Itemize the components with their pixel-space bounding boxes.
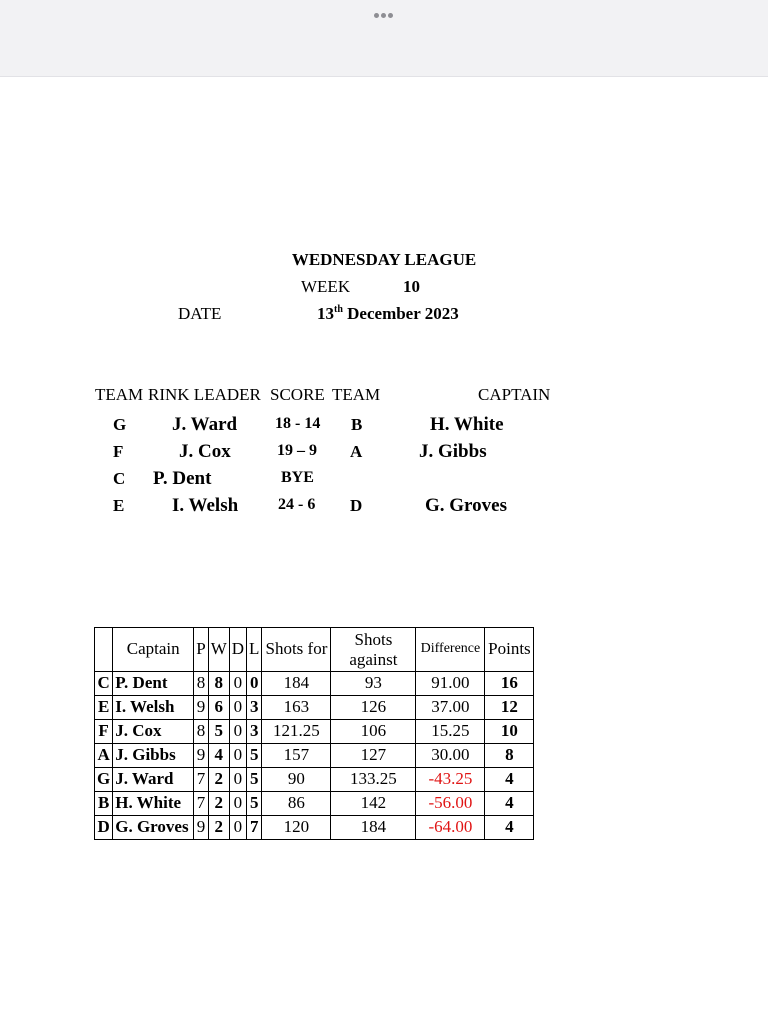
header-won: W	[208, 628, 229, 672]
fixture-team: E	[113, 496, 125, 515]
fixture-score: 18 - 14	[275, 415, 321, 432]
date-suffix: th	[334, 304, 343, 315]
fixture-captain: G. Groves	[425, 495, 507, 516]
drawn-cell: 0	[229, 744, 246, 768]
drawn-cell: 0	[229, 696, 246, 720]
difference-cell: -43.25	[416, 768, 485, 792]
fixture-opponent: A	[350, 442, 363, 461]
played-cell: 8	[194, 720, 208, 744]
fixture-score: BYE	[281, 469, 314, 486]
fixtures-header-rink-leader: RINK LEADER	[148, 385, 261, 404]
header-points: Points	[485, 628, 534, 672]
date-label: DATE	[178, 304, 222, 323]
drawn-cell: 0	[229, 720, 246, 744]
page-title: WEDNESDAY LEAGUE	[291, 250, 477, 269]
header-lost: L	[247, 628, 262, 672]
header-shots-for: Shots for	[262, 628, 331, 672]
shots-for-cell: 120	[262, 816, 331, 840]
points-cell: 4	[485, 816, 534, 840]
played-cell: 7	[194, 768, 208, 792]
difference-cell: -56.00	[416, 792, 485, 816]
shots-against-cell: 133.25	[331, 768, 416, 792]
drawn-cell: 0	[229, 816, 246, 840]
league-table	[94, 627, 534, 840]
won-cell: 2	[208, 768, 229, 792]
team-cell: D	[95, 816, 113, 840]
shots-against-cell: 127	[331, 744, 416, 768]
fixtures-header-team: TEAM	[95, 385, 144, 404]
won-cell: 8	[208, 672, 229, 696]
played-cell: 9	[194, 744, 208, 768]
league-table-header-row	[95, 628, 534, 672]
table-row	[95, 720, 534, 744]
week-label: WEEK	[301, 277, 351, 296]
header-played: P	[194, 628, 208, 672]
difference-cell: -64.00	[416, 816, 485, 840]
points-cell: 4	[485, 792, 534, 816]
drawn-cell: 0	[229, 768, 246, 792]
team-cell: B	[95, 792, 113, 816]
captain-cell: G. Groves	[113, 816, 194, 840]
lost-cell: 0	[247, 672, 262, 696]
won-cell: 2	[208, 792, 229, 816]
captain-cell: J. Cox	[113, 720, 194, 744]
won-cell: 2	[208, 816, 229, 840]
table-row	[95, 768, 534, 792]
fixture-leader: I. Welsh	[172, 495, 239, 516]
fixture-score: 24 - 6	[278, 496, 316, 513]
captain-cell: P. Dent	[113, 672, 194, 696]
captain-cell: J. Gibbs	[113, 744, 194, 768]
won-cell: 6	[208, 696, 229, 720]
difference-cell: 91.00	[416, 672, 485, 696]
drawn-cell: 0	[229, 792, 246, 816]
shots-against-cell: 184	[331, 816, 416, 840]
header-drawn: D	[229, 628, 246, 672]
played-cell: 7	[194, 792, 208, 816]
table-row	[95, 672, 534, 696]
fixture-leader: J. Cox	[179, 441, 231, 462]
fixture-leader: J. Ward	[172, 414, 238, 435]
date-rest: December 2023	[347, 304, 459, 323]
shots-for-cell: 90	[262, 768, 331, 792]
table-row	[95, 744, 534, 768]
header-shots-against: Shots against	[331, 628, 416, 672]
points-cell: 4	[485, 768, 534, 792]
lost-cell: 5	[247, 792, 262, 816]
week-value: 10	[403, 277, 420, 296]
won-cell: 4	[208, 744, 229, 768]
shots-for-cell: 184	[262, 672, 331, 696]
fixture-score: 19 – 9	[277, 442, 317, 459]
team-cell: F	[95, 720, 113, 744]
table-row	[95, 816, 534, 840]
shots-for-cell: 86	[262, 792, 331, 816]
fixture-captain: J. Gibbs	[419, 441, 487, 462]
lost-cell: 7	[247, 816, 262, 840]
lost-cell: 5	[247, 744, 262, 768]
fixture-team: G	[113, 415, 127, 434]
captain-cell: H. White	[113, 792, 194, 816]
fixture-team: C	[113, 469, 126, 488]
shots-against-cell: 106	[331, 720, 416, 744]
points-cell: 16	[485, 672, 534, 696]
drawn-cell: 0	[229, 672, 246, 696]
points-cell: 12	[485, 696, 534, 720]
header-team	[95, 628, 113, 672]
fixture-captain: H. White	[430, 414, 504, 435]
more-dots-icon[interactable]	[374, 7, 395, 21]
fixtures-header-score: SCORE	[270, 385, 325, 404]
fixture-opponent: D	[350, 496, 363, 515]
shots-against-cell: 126	[331, 696, 416, 720]
fixtures-header-team-2: TEAM	[332, 385, 381, 404]
difference-cell: 30.00	[416, 744, 485, 768]
lost-cell: 3	[247, 720, 262, 744]
won-cell: 5	[208, 720, 229, 744]
shots-for-cell: 121.25	[262, 720, 331, 744]
team-cell: G	[95, 768, 113, 792]
shots-against-cell: 93	[331, 672, 416, 696]
table-row	[95, 792, 534, 816]
fixture-leader: P. Dent	[153, 468, 212, 489]
lost-cell: 5	[247, 768, 262, 792]
fixture-team: F	[113, 442, 124, 461]
team-cell: A	[95, 744, 113, 768]
header-captain: Captain	[113, 628, 194, 672]
played-cell: 9	[194, 816, 208, 840]
header-difference: Difference	[416, 628, 485, 672]
shots-against-cell: 142	[331, 792, 416, 816]
lost-cell: 3	[247, 696, 262, 720]
captain-cell: I. Welsh	[113, 696, 194, 720]
browser-top-bar	[0, 0, 768, 77]
played-cell: 8	[194, 672, 208, 696]
difference-cell: 15.25	[416, 720, 485, 744]
points-cell: 10	[485, 720, 534, 744]
table-row	[95, 696, 534, 720]
date-day: 13	[317, 304, 334, 323]
shots-for-cell: 163	[262, 696, 331, 720]
team-cell: C	[95, 672, 113, 696]
date-value	[317, 304, 459, 324]
shots-for-cell: 157	[262, 744, 331, 768]
team-cell: E	[95, 696, 113, 720]
played-cell: 9	[194, 696, 208, 720]
fixtures-header-captain: CAPTAIN	[478, 385, 551, 404]
difference-cell: 37.00	[416, 696, 485, 720]
points-cell: 8	[485, 744, 534, 768]
fixture-opponent: B	[351, 415, 363, 434]
captain-cell: J. Ward	[113, 768, 194, 792]
